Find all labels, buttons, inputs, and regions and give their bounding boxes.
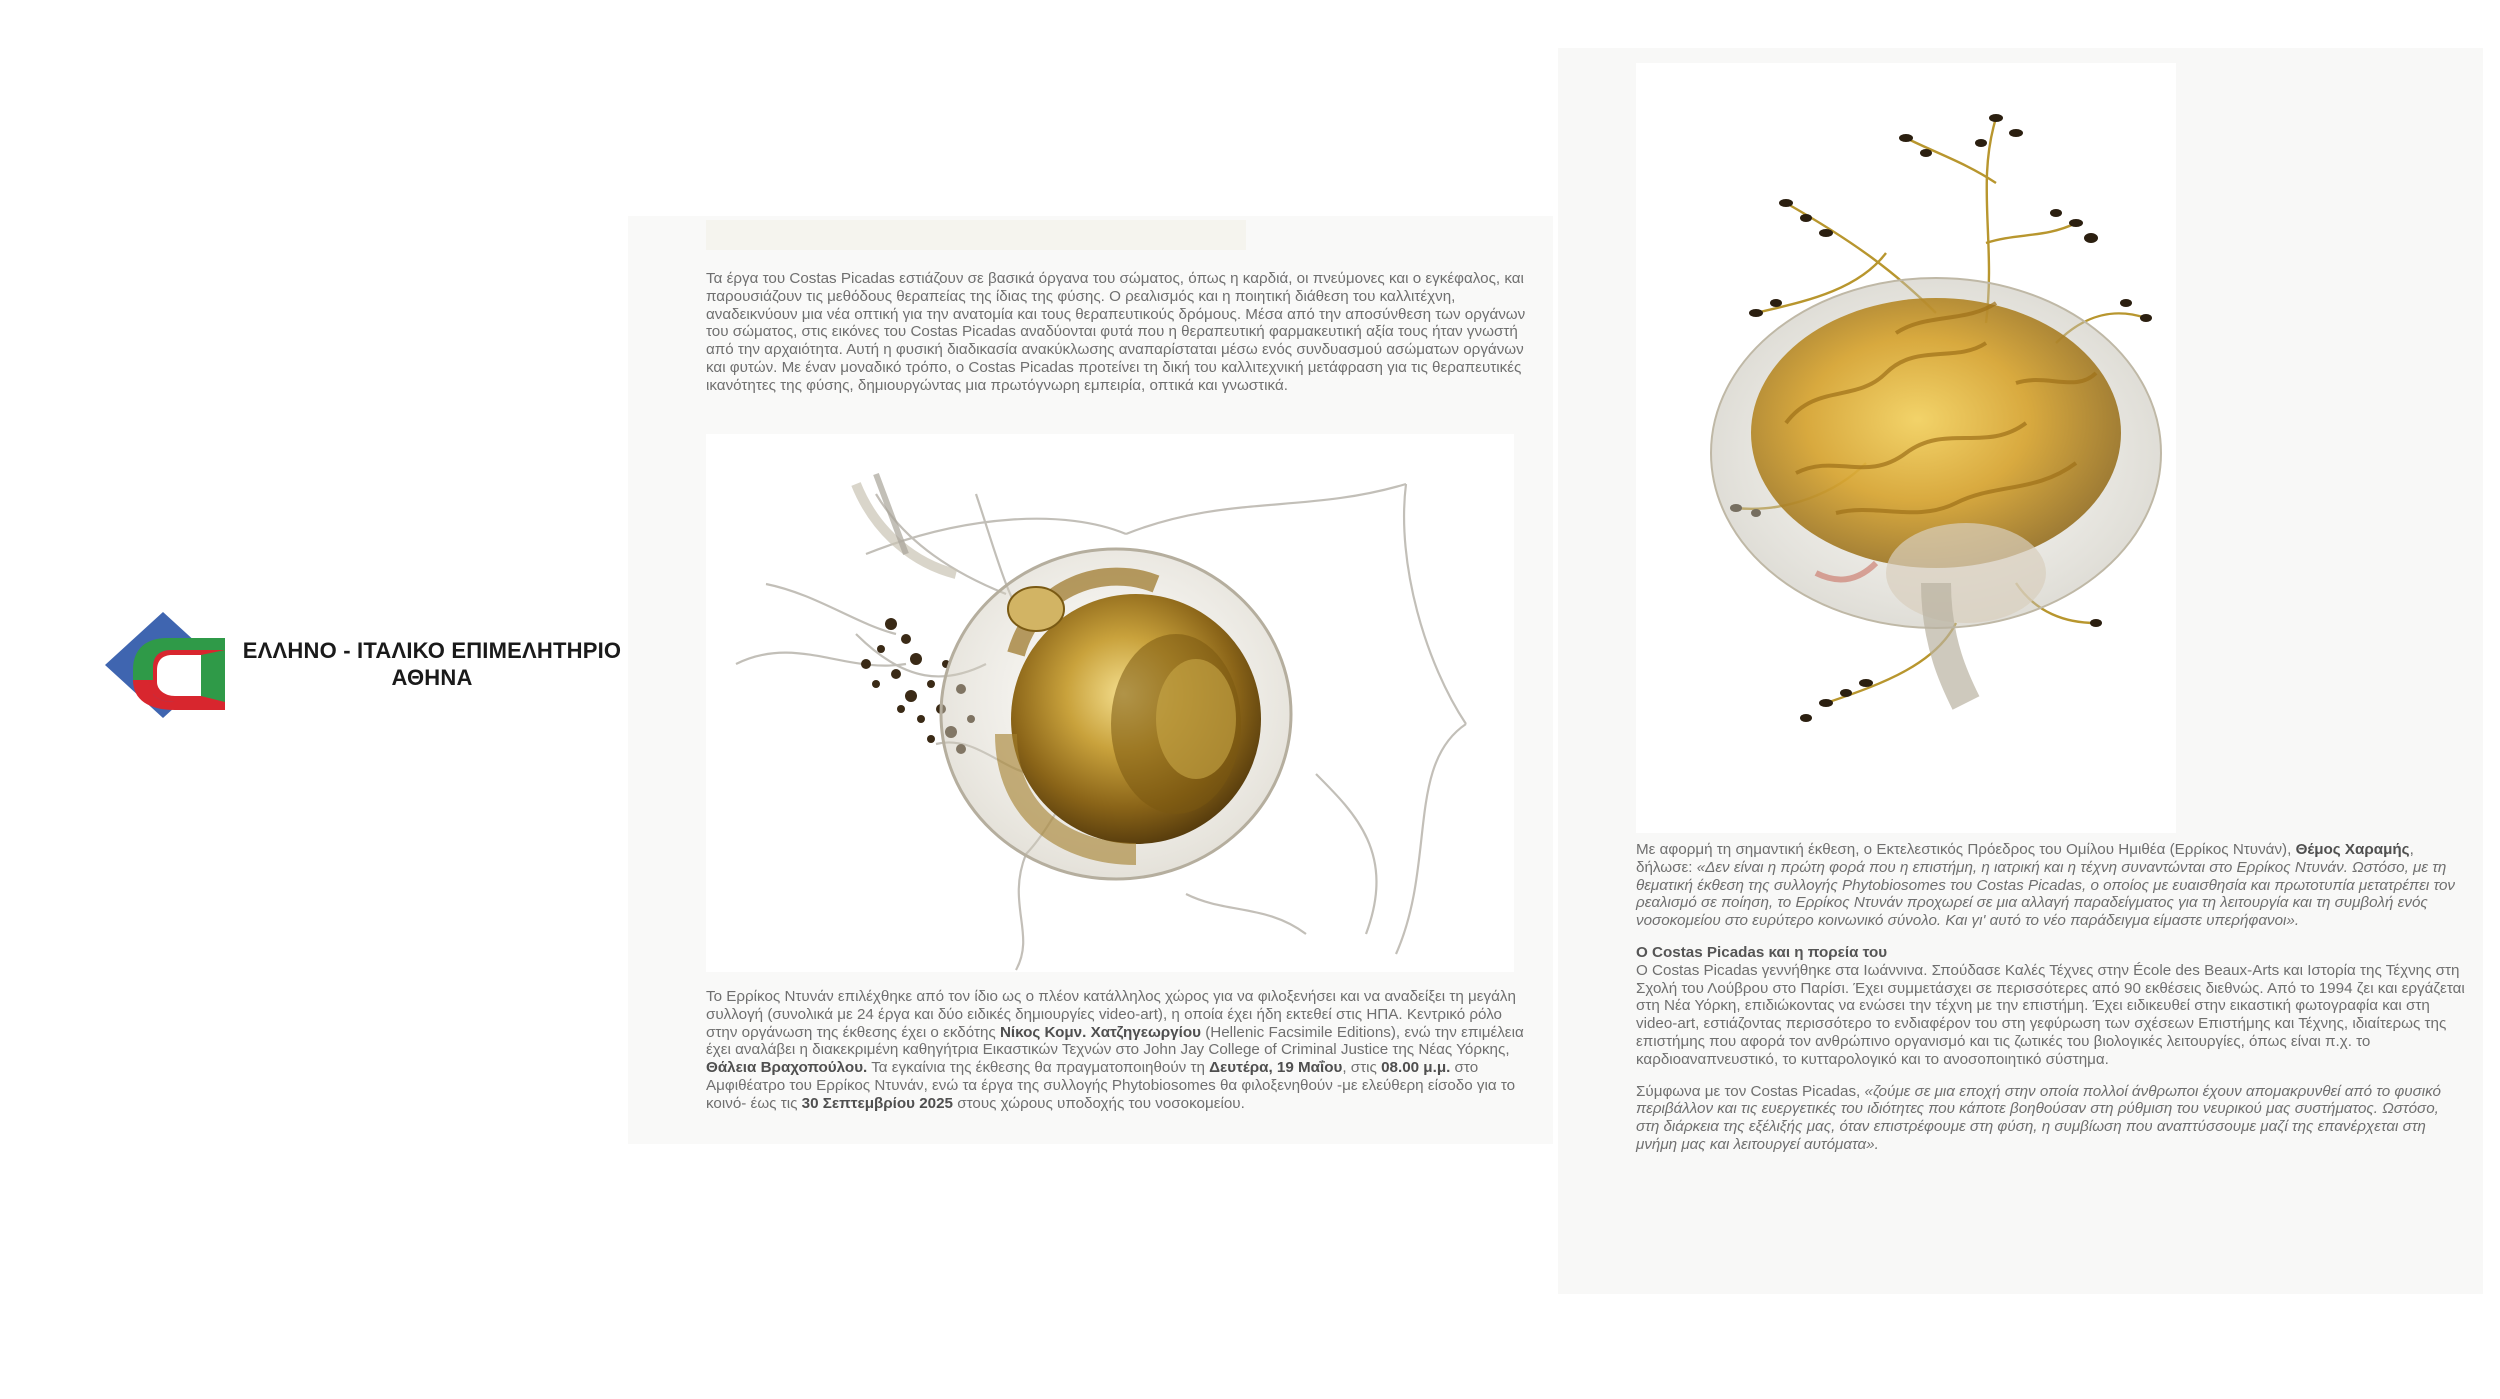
opening-date: Δευτέρα, 19 Μαΐου <box>1209 1059 1343 1077</box>
opening-time: 08.00 μ.μ. <box>1381 1059 1451 1077</box>
intro-paragraph <box>706 270 1531 395</box>
quote-paragraph: Με αφορμή τη σημαντική έκθεση, ο Εκτελεστικός Πρόεδρος του Ομίλου Ημιθέα (Ερρίκος Ντυνάν), Θέμος Χαραμής, δήλωσε: «Δεν είναι η πρώτη φορά που η επιστήμη, η ιατρική και η τέχνη συναντώνται στο Ερρίκος Ντυνάν. Ωστόσο, με τη θεματική έκθεση της συλλογής Phytobiosomes του Costas Picadas, ο οποίος με ευαισθησία και πρωτοτυπία μετατρέπει τον ρεαλισμό σε ποίηση, το Ερρίκος Ντυνάν προχωρεί σε μια αλλαγή παραδείγματος για τη λειτουργία και τη συμβολή ενός νοσοκομείου στο ευρύτερο κοινωνικό σύνολο. Και γι' αυτό το νέο παράδειγμα είμαστε υπερήφανοι». <box>1636 841 2456 930</box>
closing-date: 30 Σεπτεμβρίου 2025 <box>801 1094 953 1112</box>
chamber-logo <box>105 610 635 720</box>
article-left-column <box>628 216 1553 1144</box>
intro-text: Τα έργα του Costas Picadas εστιάζουν σε βασικά όργανα του σώματος, όπως η καρδιά, οι πνεύμονες και ο εγκέφαλος, και παρουσιάζουν τις μεθόδους θεραπείας της ίδιας της φύσης. Ο ρεαλισμός και η ποιητική διάθεση του καλλιτέχνη, αναδεικνύουν μια νέα οπτική για την ανατομία και τους θεραπευτικούς δρόμους. Μέσα από την αποσύνθεση των οργάνων του σώματος, στις εικόνες του Costas Picadas αναδύονται φυτά που η θεραπευτική φαρμακευτική αξία τους ήταν γνωστή από την αρχαιότητα. Αυτή η φυσική διαδικασία ανακύκλωσης αναπαρίσταται μέσω ενός συνδυασμού ασώματων οργάνων και φυτών. Με έναν μοναδικό τρόπο, ο Costas Picadas προτείνει τη δική του καλλιτεχνική μετάφραση για τις θεραπευτικές ικανότητες της φύσης, δημιουργώντας μια πρωτόγνωρη εμπειρία, οπτικά και γνωστικά. <box>706 270 1526 394</box>
bio-heading: Ο Costas Picadas και η πορεία του <box>1636 943 1888 961</box>
right-text-area <box>1636 841 2466 1168</box>
closing-paragraph: Σύμφωνα με τον Costas Picadas, «ζούμε σε μια εποχή στην οποία πολλοί άνθρωποι έχουν απομακρυνθεί από το φυσικό περιβάλλον και τις ευεργετικές του ιδιότητες που κάποτε βοηθούσαν στη ρύθμιση του νευρικού μας συστήματος. Ωστόσο, στη διάρκεια της εξέλιξής μας, όταν επιστρέφουμε στη φύση, η συμβίωση που αναπτύσσουμε μαζί της επανέρχεται στη μνήμη μας και λειτουργεί αυτόματα». <box>1636 1082 2442 1153</box>
chamber-name-line2: ΑΘΗΝΑ <box>391 665 473 690</box>
header-strip <box>706 220 1246 250</box>
brain-artwork-image <box>1636 63 2176 833</box>
chamber-name <box>229 637 635 691</box>
chamber-logo-icon <box>105 610 230 720</box>
ceo-name: Θέμος Χαραμής <box>2295 841 2410 858</box>
golden-brain-icon <box>1636 63 2176 833</box>
venue-text: Το Ερρίκος Ντυνάν επιλέχθηκε από τον ίδιο ως ο πλέον κατάλληλος χώρος για να φιλοξενήσει και να αναδείξει τη μεγάλη συλλογή (συνολικά με 24 έργα και δύο ειδικές δημιουργίες video-art), η οποία έχει ήδη εκτεθεί στις ΗΠΑ. Κεντρικό ρόλο στην οργάνωση της έκθεσης έχει ο εκδότης Νίκος Κομν. Χατζηγεωργίου (Hellenic Facsimile Editions), ενώ την επιμέλεια έχει αναλάβει η διακεκριμένη καθηγήτρια Εικαστικών Τεχνών στο John Jay College of Criminal Justice της Νέας Υόρκης, Θάλεια Βραχοπούλου. Τα εγκαίνια της έκθεσης θα πραγματοποιηθούν τη Δευτέρα, 19 Μαΐου, στις 08.00 μ.μ. στο Αμφιθέατρο του Ερρίκος Ντυνάν, ενώ τα έργα της συλλογής Phytobiosomes θα φιλοξενηθούν -με ελεύθερη είσοδο για το κοινό- έως τις 30 Σεπτεμβρίου 2025 στους χώρους υποδοχής του νοσοκομείου. <box>706 988 1524 1112</box>
publisher-name: Νίκος Κομν. Χατζηγεωργίου <box>999 1023 1201 1041</box>
article-right-column <box>1558 48 2483 1294</box>
chamber-name-line1: ΕΛΛΗΝΟ - ΙΤΑΛΙΚΟ ΕΠΙΜΕΛΗΤΗΡΙΟ <box>242 638 622 663</box>
golden-eye-icon <box>706 434 1514 972</box>
venue-paragraph <box>706 988 1531 1113</box>
artist-quote: «ζούμε σε μια εποχή στην οποία πολλοί άνθρωποι έχουν απομακρυνθεί από το φυσικό περιβάλλον και τις ευεργετικές του ιδιότητες που κάποτε βοηθούσαν στη ρύθμιση του νευρικού μας συστήματος. Ωστόσο, στη διάρκεια της εξέλιξής μας, όταν επιστρέφουμε στη φύση, η συμβίωση που αναπτύσσουμε μαζί της επανέρχεται στη μνήμη μας και λειτουργεί αυτόματα». <box>1636 1082 2442 1153</box>
eye-artwork-image <box>706 434 1514 972</box>
ceo-quote: «Δεν είναι η πρώτη φορά που η επιστήμη, η ιατρική και η τέχνη συναντώνται στο Ερρίκος Ντυνάν. Ωστόσο, με τη θεματική έκθεση της συλλογής Phytobiosomes του Costas Picadas, ο οποίος με ευαισθησία και πρωτοτυπία μετατρέπει τον ρεαλισμό σε ποίηση, το Ερρίκος Ντυνάν προχωρεί σε μια αλλαγή παραδείγματος για τη λειτουργία και τη συμβολή ενός νοσοκομείου στο ευρύτερο κοινωνικό σύνολο. Και γι' αυτό το νέο παράδειγμα είμαστε υπερήφανοι». <box>1636 858 2456 930</box>
curator-name: Θάλεια Βραχοπούλου. <box>706 1059 868 1077</box>
bio-paragraph: Ο Costas Picadas γεννήθηκε στα Ιωάννινα. Σπούδασε Καλές Τέχνες στην École des Beaux-Arts και Ιστορία της Τέχνης στη Σχολή του Λούβρου στο Παρίσι. Έχει συμμετάσχει σε περισσότερες από 90 εκθέσεις διεθνώς. Από το 1994 ζει και εργάζεται στη Νέα Υόρκη, επιδιώκοντας να ενώσει την τέχνη με την επιστήμη. Έχει ειδικευθεί στην εικαστική φωτογραφία και στη video-art, εστιάζοντας περισσότερο το ενδιαφέρον του στη γεφύρωση των σχέσεων Επιστήμης και Τέχνης, ιδιαίτερως της επιστήμης που αφορά τον ανθρώπινο οργανισμό και τις ζωτικές του βιολογικές λειτουργίες, όπως είναι π.χ. το καρδιοαναπνευστικό, το κυτταρολογικό και το ανοσοποιητικό σύστημα. <box>1636 961 2465 1068</box>
